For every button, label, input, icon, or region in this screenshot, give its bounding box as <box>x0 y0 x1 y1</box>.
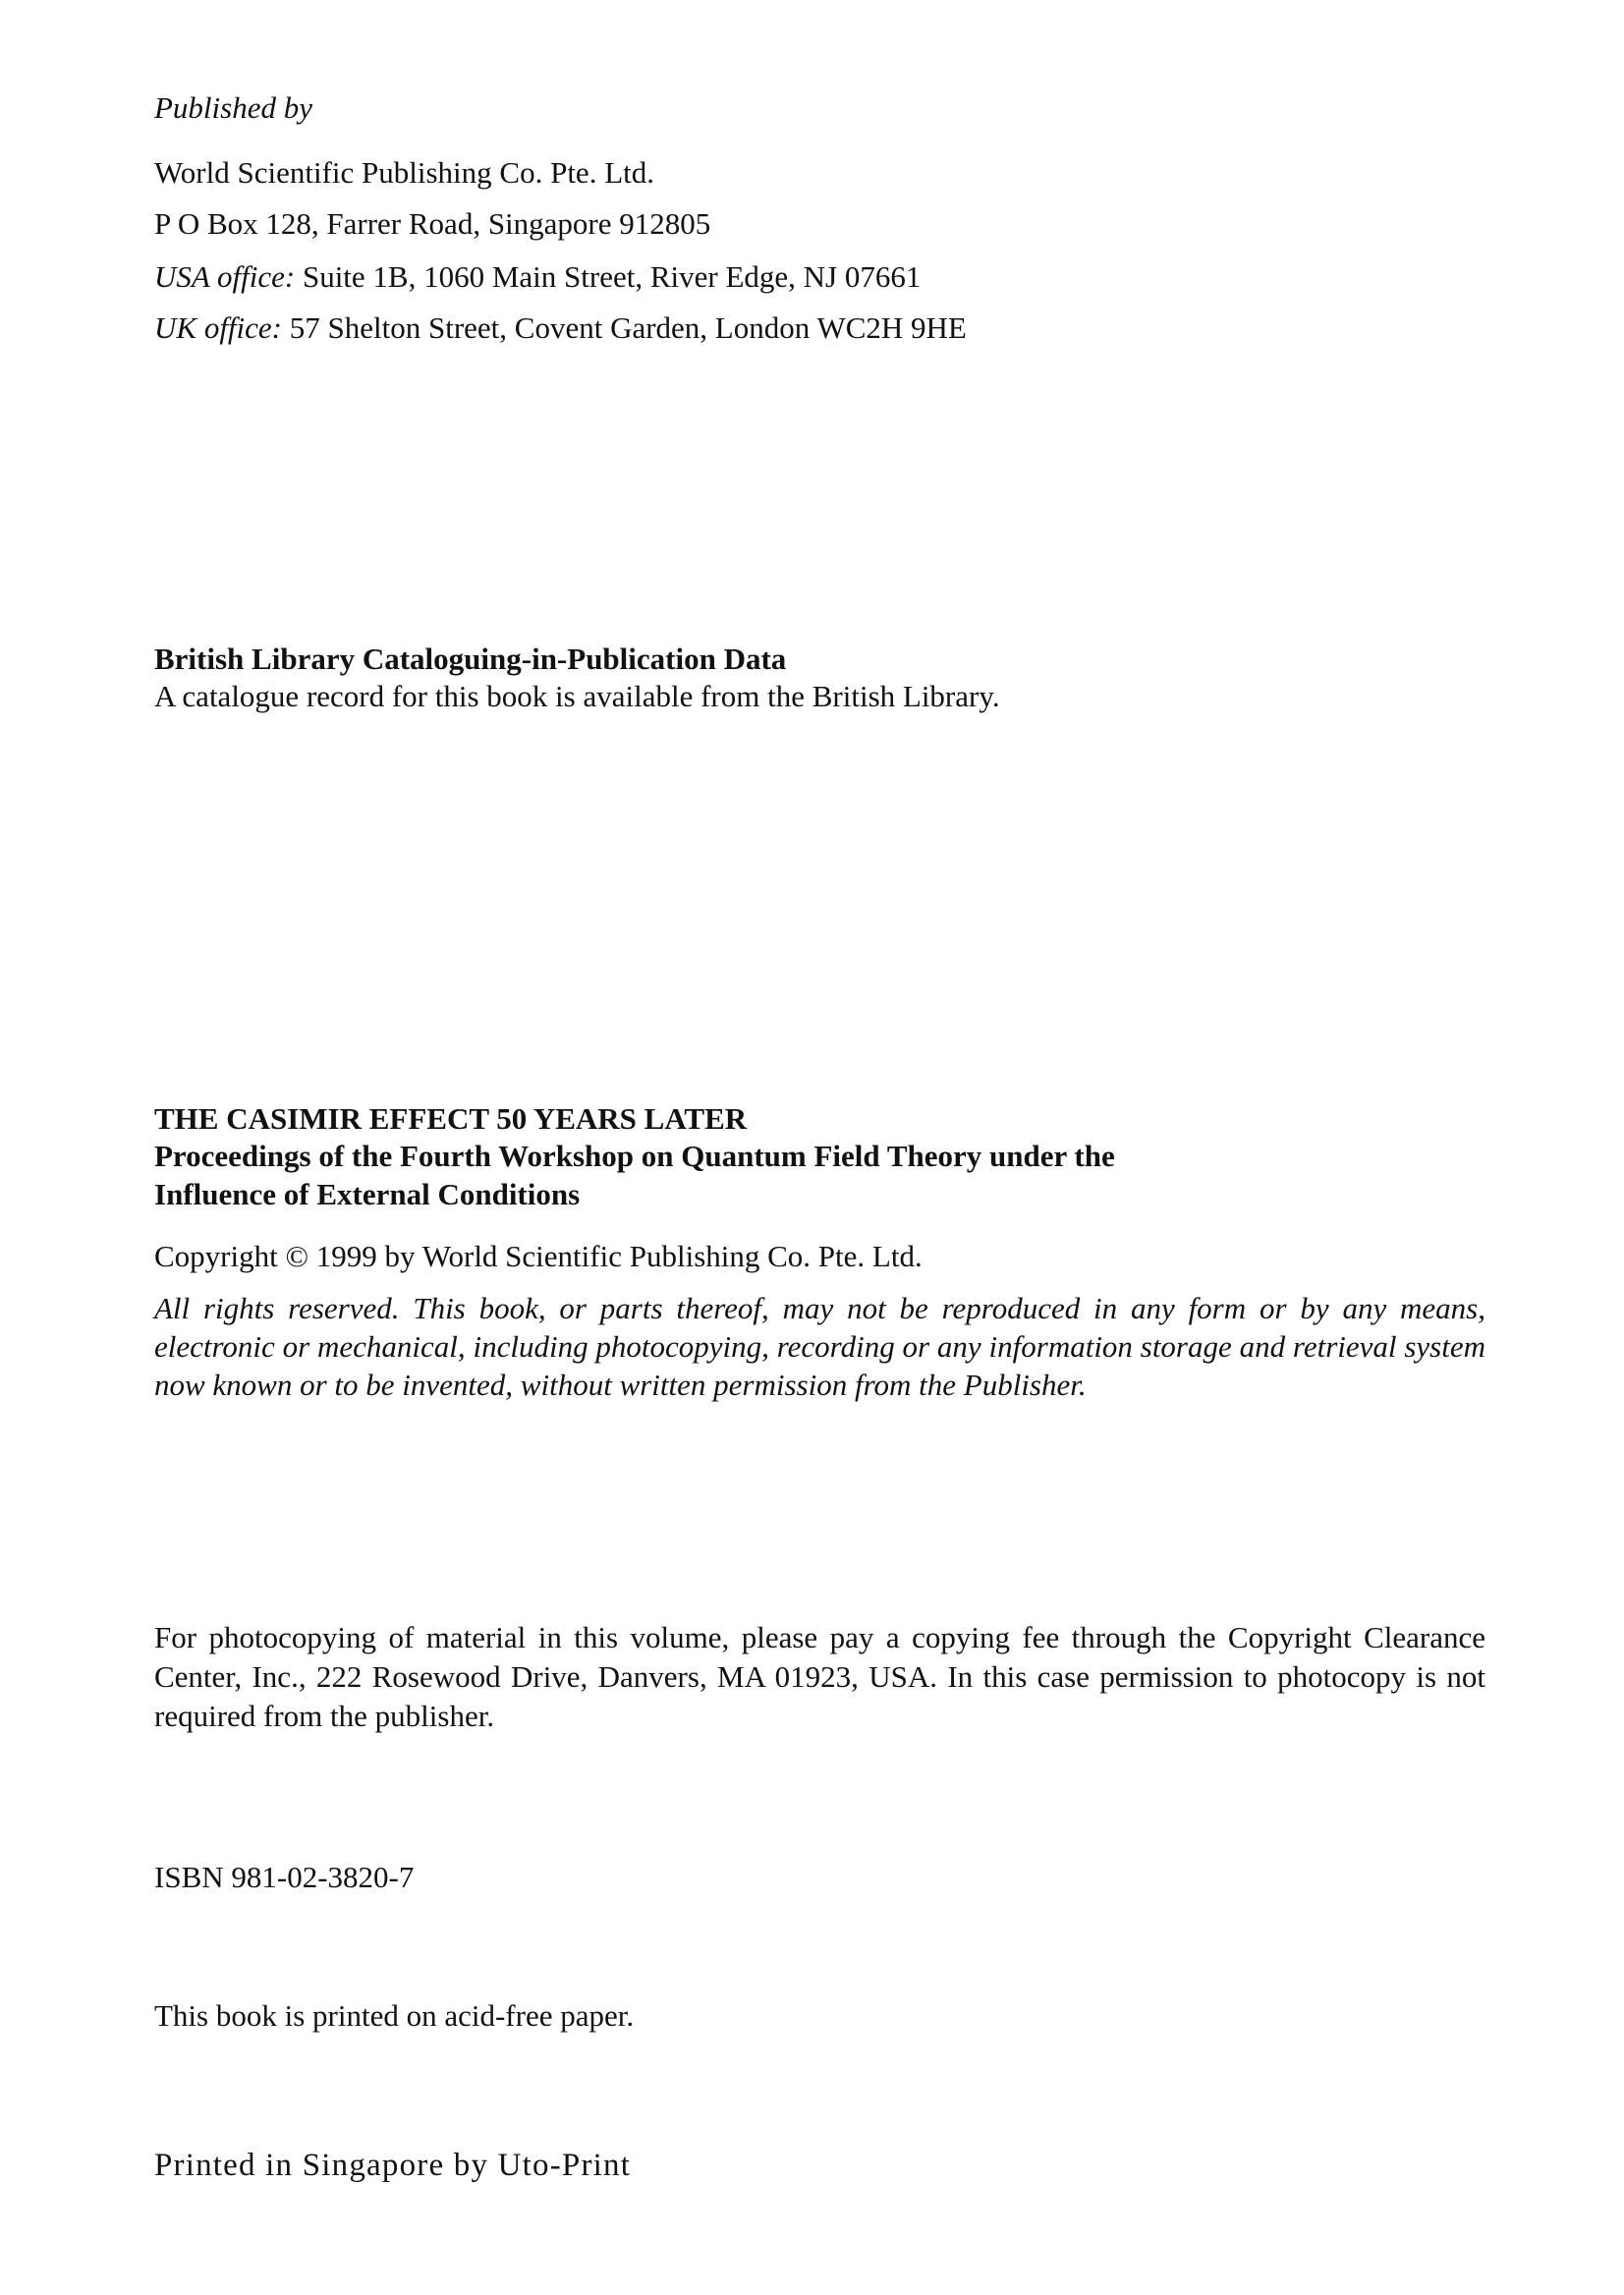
cataloguing-text: A catalogue record for this book is available from the British Library. <box>154 679 1000 713</box>
usa-office-label: USA office: <box>154 259 296 294</box>
published-by-heading: Published by <box>154 90 312 125</box>
publisher-address: P O Box 128, Farrer Road, Singapore 912805 <box>154 206 711 241</box>
usa-office <box>154 259 921 295</box>
printer-line: Printed in Singapore by Uto-Print <box>154 2148 632 2183</box>
uk-office-address: 57 Shelton Street, Covent Garden, London WC2H 9HE <box>289 310 967 345</box>
publisher-name: World Scientific Publishing Co. Pte. Ltd. <box>154 155 654 190</box>
uk-office-label: UK office: <box>154 310 282 345</box>
usa-office-address: Suite 1B, 1060 Main Street, River Edge, NJ 07661 <box>302 259 922 294</box>
copyright-line: Copyright © 1999 by World Scientific Publishing Co. Pte. Ltd. <box>154 1239 923 1273</box>
book-subtitle-line1: Proceedings of the Fourth Workshop on Quantum Field Theory under the <box>154 1139 1115 1173</box>
acid-free-paper-note: This book is printed on acid-free paper. <box>154 1998 635 2033</box>
uk-office <box>154 310 967 346</box>
book-title: THE CASIMIR EFFECT 50 YEARS LATER <box>154 1101 748 1136</box>
isbn: ISBN 981-02-3820-7 <box>154 1860 415 1894</box>
book-subtitle-line2: Influence of External Conditions <box>154 1177 581 1211</box>
cataloguing-heading: British Library Cataloguing-in-Publication Data <box>154 642 787 676</box>
photocopy-notice: For photocopying of material in this volume, please pay a copying fee through the Copyright Clearance Center, Inc., 222 Rosewood Drive, Danvers, MA 01923, USA. In this case permission to photocopy is not required from the publisher. <box>154 1620 1485 1733</box>
rights-reserved-notice: All rights reserved. This book, or parts thereof, may not be reproduced in any form or by any means, electronic or mechanical, including photocopying, recording or any information storage and retrieval system now known or to be invented, without written permission from the Publisher. <box>154 1291 1485 1402</box>
